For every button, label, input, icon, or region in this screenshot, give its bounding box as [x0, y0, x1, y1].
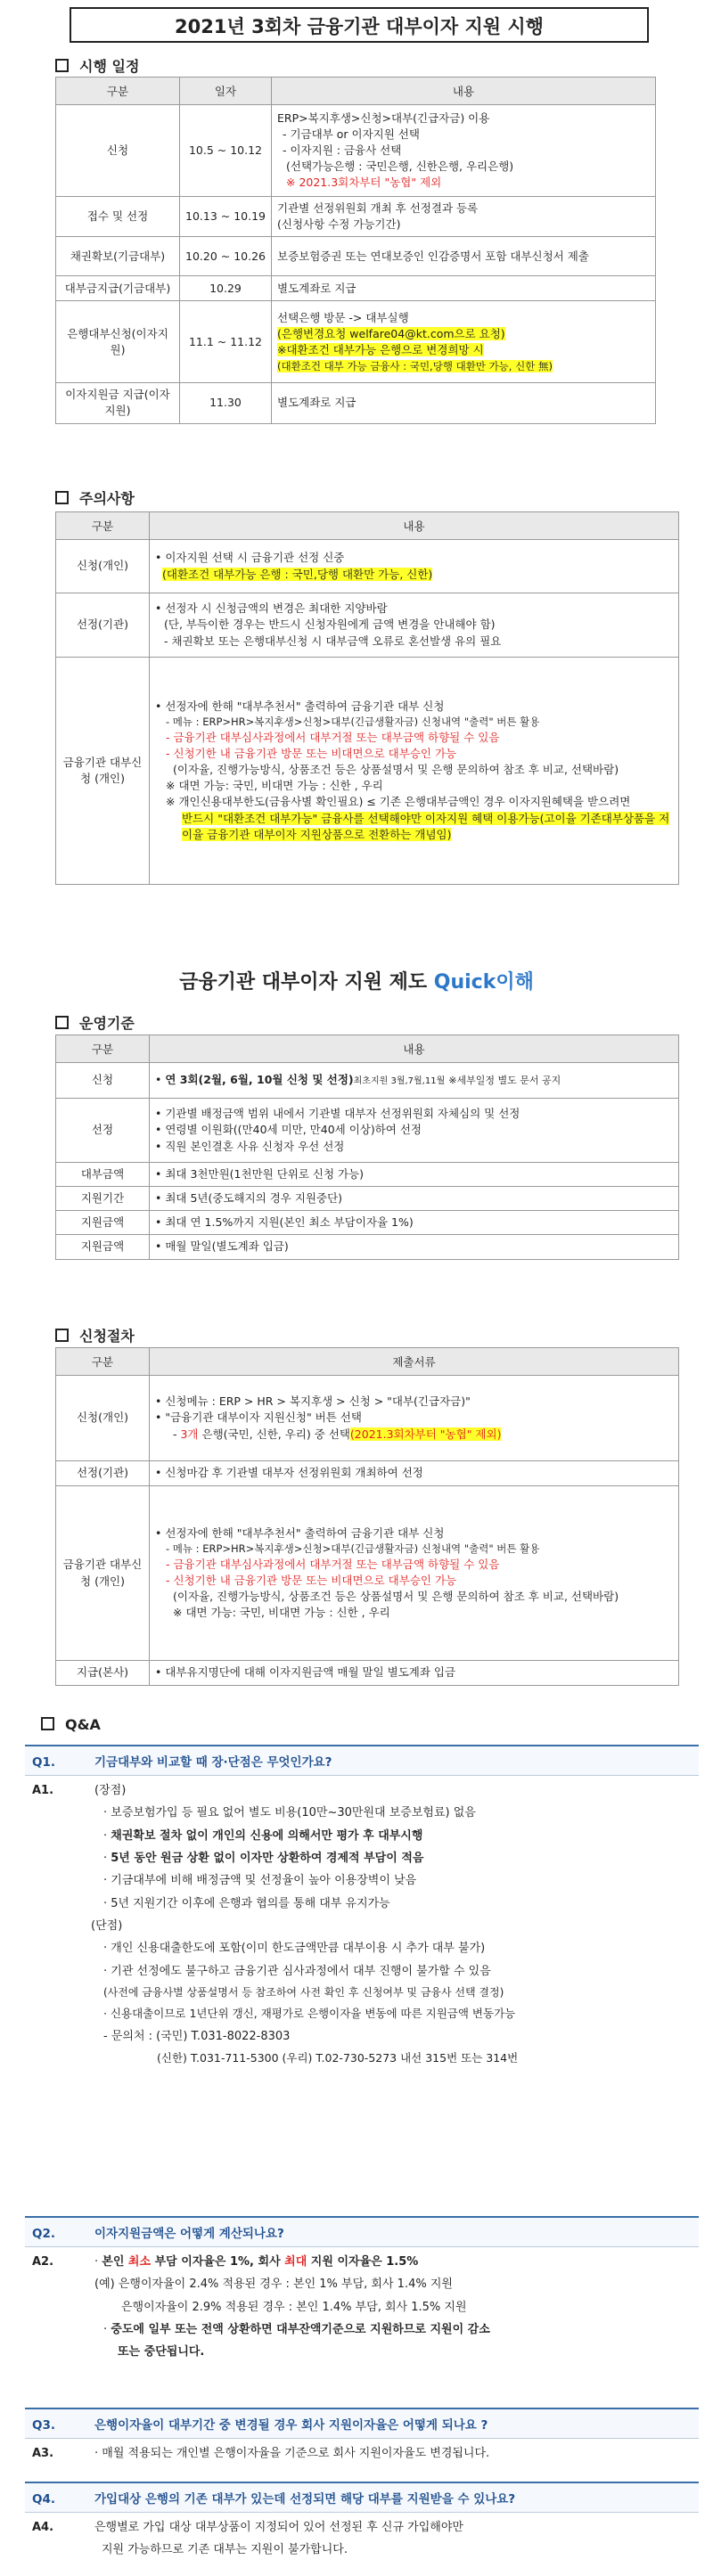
table-header: 내용 — [150, 512, 679, 540]
qa-item-3: Q3. 은행이자율이 대부기간 중 변경될 경우 회사 지원이자율은 어떻게 되나요 ? A3. · 매월 적용되는 개인별 은행이자율을 기준으로 회사 지원이자율도 변경됩니다. — [25, 2408, 699, 2468]
section-qa-heading: Q&A — [41, 1716, 101, 1733]
procedure-table — [55, 1347, 679, 1686]
schedule-table — [55, 77, 656, 424]
table-row: 지원금액 • 최대 연 1.5%까지 지원(본인 최소 부담이자율 1%) — [56, 1211, 679, 1235]
table-header: 구분 — [56, 1035, 150, 1063]
square-bullet-icon — [55, 491, 69, 504]
table-header: 내용 — [150, 1035, 679, 1063]
highlighted-note: (은행변경요청 welfare04@kt.com으로 요청) — [277, 326, 505, 340]
table-row: 신청(개인) • 이자지원 선택 시 금융기관 선정 신중 (대환조건 대부가능 은행 : 국민,당행 대환만 가능, 신한) — [56, 540, 679, 593]
quick-guide-title: 금융기관 대부이자 지원 제도 Quick이해 — [179, 971, 534, 994]
section-procedure-heading: 신청절차 — [55, 1325, 135, 1345]
table-header: 구분 — [56, 512, 150, 540]
square-bullet-icon — [41, 1717, 54, 1730]
section-caution-heading: 주의사항 — [55, 487, 135, 508]
table-row: 선정(기관) • 선정자 시 신청금액의 변경은 최대한 지양바람 (단, 부득이한 경우는 반드시 신청자원에게 금액 변경을 안내해야 함) - 채권확보 또는 은행대부신청 시 대부금액 오류로 혼선발생 유의 필요 — [56, 593, 679, 658]
table-row: 신청 10.5 ~ 10.12 ERP>복지후생>신청>대부(긴급자금) 이용 - 기금대부 or 이자지원 선택 - 이자지원 : 금융사 선택 (선택가능은행 : 국민은행, 신한은행, 우리은행) ※ 2021.3회차부터 "농협" 제외 — [56, 105, 656, 197]
section-schedule-heading: 시행 일정 — [55, 55, 139, 76]
square-bullet-icon — [55, 1016, 69, 1029]
caution-table — [55, 511, 679, 885]
table-row: 지원기간 • 최대 5년(중도해지의 경우 지원중단) — [56, 1187, 679, 1211]
qa-item-1: Q1. 기금대부와 비교할 때 장·단점은 무엇인가요? A1. (장점) · 보증보험가입 등 필요 없어 별도 비용(10만~30만원대 보증보험료) 없음 · 채권확보 절차 없이 개인의 신용에 의해서만 평가 후 대부시행 · 5년 동안 원금 상환 없이 이자만 상환하여 경제적 부담이 적음 · 기금대부에 비해 배정금액 및 선정율이 높아 이용장벽이 낮음 · 5년 지원기간 이후에 은행과 협의를 통해 대부 유지가능 (단점) · 개인 신용대출한도에 포함(이미 한도금액만큼 대부이용 시 추가 대부 불가) · 기관 선정에도 불구하고 금융기관 심사과정에서 대부 진행이 불가할 수 있음 (사전에 금융사별 상품설명서 등 참조하여 사전 확인 후 신청여부 및 금융사 선택 결정) · 신용대출이므로 1년단위 갱신, 재평가로 은행이자율 변동에 따른 지원금액 변동가능 - 문의처 : (국민) T.031-8022-8303 (신한) T.031-711-5300 (우리) T.02-730-5273 내선 315번 또는 314번 — [25, 1745, 699, 2073]
question-4: Q4. 가입대상 은행의 기존 대부가 있는데 선정되면 해당 대부를 지원받을 수 있나요? — [25, 2482, 699, 2513]
operation-table — [55, 1034, 679, 1260]
table-header: 일자 — [180, 78, 272, 105]
question-3: Q3. 은행이자율이 대부기간 중 변경될 경우 회사 지원이자율은 어떻게 되나요 ? — [25, 2408, 699, 2439]
table-row: 지급(본사) • 대부유지명단에 대해 이자지원금액 매월 말일 별도계좌 입금 — [56, 1661, 679, 1686]
question-2: Q2. 이자지원금액은 어떻게 계산되나요? — [25, 2216, 699, 2247]
table-row: 접수 및 선정 10.13 ~ 10.19 기관별 선정위원회 개최 후 선정결과 등록 (신청사항 수정 가능기간) — [56, 197, 656, 237]
table-row: 이자지원금 지급(이자지원) 11.30 별도계좌로 지급 — [56, 383, 656, 423]
table-header: 내용 — [272, 78, 656, 105]
table-header: 구분 — [56, 78, 180, 105]
qa-item-4: Q4. 가입대상 은행의 기존 대부가 있는데 선정되면 해당 대부를 지원받을 수 있나요? A4. 은행별로 가입 대상 대부상품이 지정되어 있어 선정된 후 신규 가입해야만 지원 가능하므로 기존 대부는 지원이 불가합니다. — [25, 2482, 699, 2565]
page-title: 2021년 3회차 금융기관 대부이자 지원 시행 — [70, 7, 649, 43]
section-operation-heading: 운영기준 — [55, 1012, 135, 1033]
table-row: 신청 • 연 3회(2월, 6월, 10월 신청 및 선정)최초지원 3월,7월,11월 ※세부일정 별도 문서 공지 — [56, 1063, 679, 1099]
table-row: 채권확보(기금대부) 10.20 ~ 10.26 보증보험증권 또는 연대보증인 인감증명서 포함 대부신청서 제출 — [56, 237, 656, 276]
qa-item-2: Q2. 이자지원금액은 어떻게 계산되나요? A2. · 본인 최소 부담 이자율은 1%, 회사 최대 지원 이자율은 1.5% (예) 은행이자율이 2.4% 적용된 경우 : 본인 1% 부담, 회사 1.4% 지원 은행이자율이 2.9% 적용된 경우 : 본인 1.4% 부담, 회사 1.5% 지원 · 중도에 일부 또는 전액 상환하면 대부잔액기준으로 지원하므로 지원이 감소 또는 중단됩니다. — [25, 2216, 699, 2367]
table-row: 신청(개인) • 신청메뉴 : ERP > HR > 복지후생 > 신청 > "대부(긴급자금)" • "금융기관 대부이자 지원신청" 버튼 선택 - 3개 은행(국민, 신한, 우리) 중 선택(2021.3회차부터 "농협" 제외) — [56, 1376, 679, 1461]
square-bullet-icon — [55, 59, 69, 72]
table-header: 구분 — [56, 1348, 150, 1376]
table-row: 대부금지급(기금대부) 10.29 별도계좌로 지급 — [56, 276, 656, 301]
table-header: 제출서류 — [150, 1348, 679, 1376]
table-row: 선정 • 기관별 배정금액 범위 내에서 기관별 대부자 선정위원회 자체심의 및 선정 • 연령별 이원화((만40세 미만, 만40세 이상)하여 선정 • 직원 본인결혼 사유 신청자 우선 선정 — [56, 1099, 679, 1163]
table-row: 지원금액 • 매월 말일(별도계좌 입금) — [56, 1235, 679, 1259]
table-row: 금융기관 대부신청 (개인) • 선정자에 한해 "대부추천서" 출력하여 금융기관 대부 신청 - 메뉴 : ERP>HR>복지후생>신청>대부(긴급생활자금) 신청내역 "출력" 버튼 활용 - 금융기관 대부심사과정에서 대부거절 또는 대부금액 하향될 수 있음 - 신청기한 내 금융기관 방문 또는 비대면으로 대부승인 가능 (이자율, 진행가능방식, 상품조건 등은 상품설명서 및 은행 문의하여 참조 후 비교, 선택바람) ※ 대면 가능: 국민, 비대면 가능 : 신한 , 우리 ※ 개인신용대부한도(금융사별 확인필요) ≤ 기존 은행대부금액인 경우 이자지원혜택을 받으려면 반드시 "대환조건 대부가능" 금융사를 선택해야만 이자지원 혜택 이용가능(고이율 기존대부상품을 저이율 금융기관 대부이자 지원상품으로 전환하는 개념임) — [56, 658, 679, 885]
table-row: 은행대부신청(이자지원) 11.1 ~ 11.12 선택은행 방문 -> 대부실행 (은행변경요청 welfare04@kt.com으로 요청) ※대환조건 대부가능 은행으로 변경희망 시 (대환조건 대부 가능 금융사 : 국민,당행 대환만 가능, 신한 無) — [56, 301, 656, 383]
table-row: 대부금액 • 최대 3천만원(1천만원 단위로 신청 가능) — [56, 1163, 679, 1187]
table-row: 선정(기관) • 신청마감 후 기관별 대부자 선정위원회 개최하여 선정 — [56, 1461, 679, 1486]
table-row: 금융기관 대부신청 (개인) • 선정자에 한해 "대부추천서" 출력하여 금융기관 대부 신청 - 메뉴 : ERP>HR>복지후생>신청>대부(긴급생활자금) 신청내역 "출력" 버튼 활용 - 금융기관 대부심사과정에서 대부거절 또는 대부금액 하향될 수 있음 - 신청기한 내 금융기관 방문 또는 비대면으로 대부승인 가능 (이자율, 진행가능방식, 상품조건 등은 상품설명서 및 은행 문의하여 참조 후 비교, 선택바람) ※ 대면 가능: 국민, 비대면 가능 : 신한 , 우리 — [56, 1486, 679, 1661]
square-bullet-icon — [55, 1329, 69, 1342]
question-1: Q1. 기금대부와 비교할 때 장·단점은 무엇인가요? — [25, 1745, 699, 1776]
